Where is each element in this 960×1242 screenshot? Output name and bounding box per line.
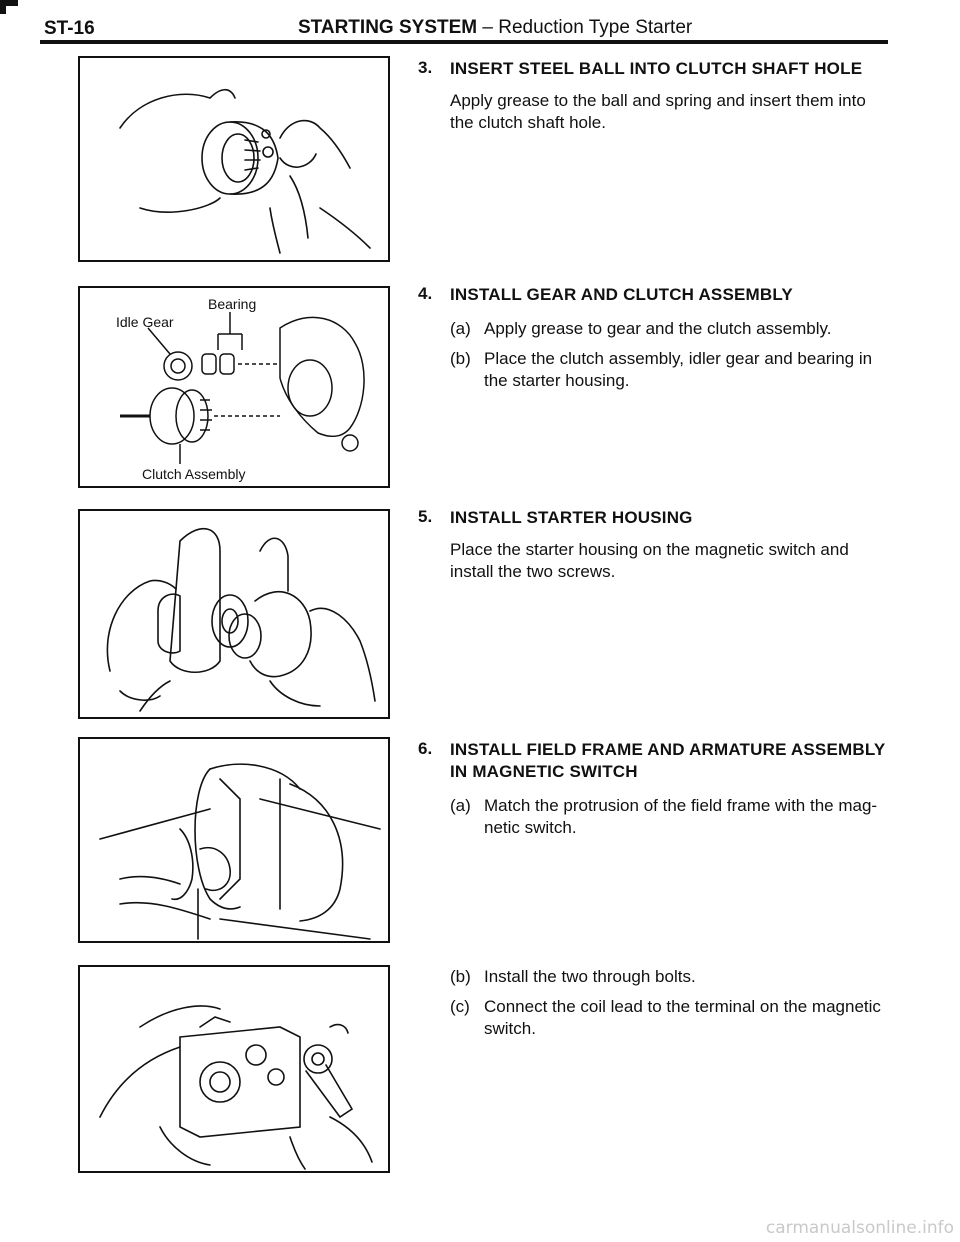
step-5-number: 5.	[418, 507, 433, 526]
label-idle-gear: Idle Gear	[116, 314, 174, 330]
illustration-through-bolts	[80, 967, 388, 1171]
step-4a-letter: (a)	[450, 319, 471, 338]
page-title	[298, 17, 692, 39]
step-6b-text: Install the two through bolts.	[484, 967, 696, 986]
corner-crop-mark	[0, 0, 18, 14]
header-rule	[40, 40, 888, 44]
step-6	[418, 739, 888, 839]
page-title-bold: STARTING SYSTEM	[298, 17, 478, 38]
illustration-field-frame	[80, 739, 388, 941]
step-6a-letter: (a)	[450, 796, 471, 815]
step-6b-letter: (b)	[450, 967, 471, 986]
step-3	[418, 58, 888, 134]
step-6b	[450, 966, 888, 988]
page-number: ST-16	[44, 18, 95, 39]
step-6-continued	[418, 966, 888, 1048]
step-5-title: INSTALL STARTER HOUSING	[450, 508, 693, 527]
step-4-number: 4.	[418, 284, 433, 303]
step-6a-text: Match the protrusion of the field frame with the mag-netic switch.	[484, 796, 878, 837]
step-5	[418, 507, 888, 583]
figure-gear-clutch-assembly	[78, 286, 390, 488]
step-4b	[450, 348, 888, 392]
step-6c	[450, 996, 888, 1040]
page-title-rest: – Reduction Type Starter	[477, 17, 693, 38]
step-3-number: 3.	[418, 58, 433, 77]
step-6c-text: Connect the coil lead to the terminal on the magnetic switch.	[484, 997, 881, 1038]
step-4-title: INSTALL GEAR AND CLUTCH ASSEMBLY	[450, 285, 793, 304]
illustration-starter-housing	[80, 511, 388, 717]
step-6-number: 6.	[418, 739, 433, 758]
figure-insert-steel-ball	[78, 56, 390, 262]
figure-field-frame	[78, 737, 390, 943]
label-bearing: Bearing	[208, 296, 257, 312]
label-clutch-assembly: Clutch Assembly	[142, 466, 246, 482]
step-6-title: INSTALL FIELD FRAME AND ARMATURE ASSEMBLY IN MAGNETIC SWITCH	[450, 740, 886, 781]
step-4a	[450, 318, 888, 340]
figure-through-bolts	[78, 965, 390, 1173]
step-4b-letter: (b)	[450, 349, 471, 368]
illustration-insert-ball	[80, 58, 388, 260]
figure-starter-housing	[78, 509, 390, 719]
step-4	[418, 284, 888, 392]
step-4b-text: Place the clutch assembly, idler gear and bearing in the starter housing.	[484, 349, 873, 390]
footer-watermark: carmanualsonline.info	[765, 1218, 954, 1238]
step-3-body: Apply grease to the ball and spring and insert them into the clutch shaft hole.	[450, 91, 866, 132]
step-6a	[450, 795, 888, 839]
step-4a-text: Apply grease to gear and the clutch assembly.	[484, 319, 832, 338]
step-5-body: Place the starter housing on the magnetic switch and install the two screws.	[450, 540, 849, 581]
step-6c-letter: (c)	[450, 997, 470, 1016]
step-3-title: INSERT STEEL BALL INTO CLUTCH SHAFT HOLE	[450, 59, 863, 78]
